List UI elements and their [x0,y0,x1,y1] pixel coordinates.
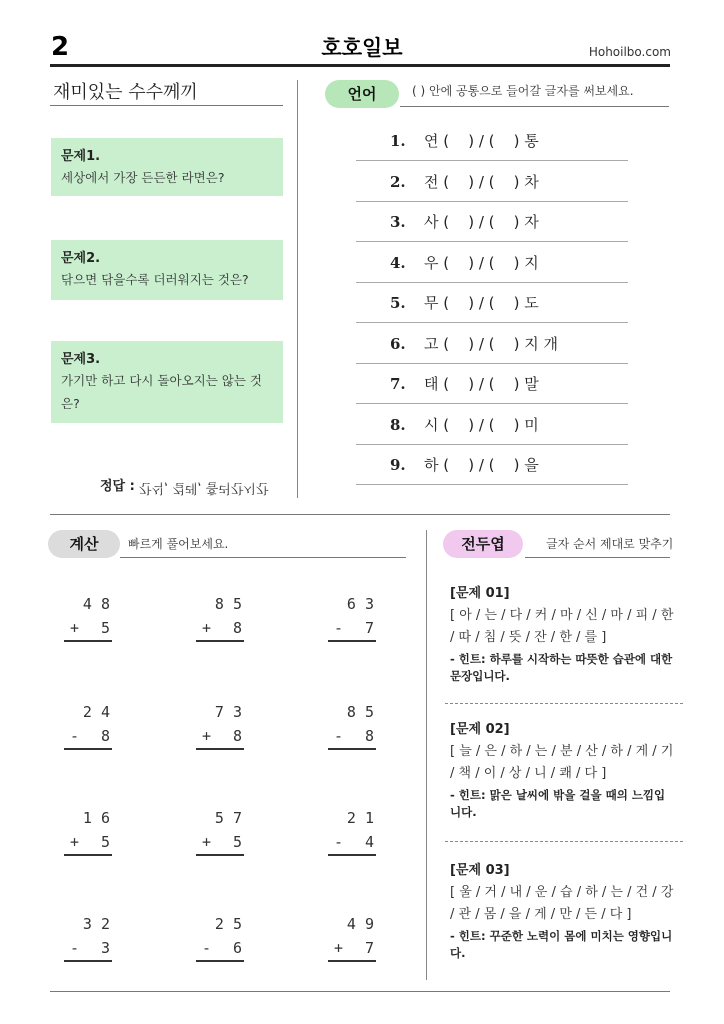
scramble-item-3 [450,862,675,962]
calc-operator: - [70,939,80,957]
calc-problem [328,806,378,856]
calc-operator: + [70,833,80,851]
riddle-question-label: 문제2. [61,251,101,266]
calc-problem [196,806,246,856]
language-row [356,121,628,161]
scramble-item-letters: [ 아 / 는 / 다 / 커 / 마 / 신 / 마 / 피 / 한 / 따 / 침 / 뜻 / 잔 / 한 / 를 ] [450,608,674,645]
calc-operator: - [334,619,344,637]
riddle-answer [100,476,268,498]
calc-underline [328,854,376,856]
scramble-item-hint: - 힌트: 맑은 날씨에 밖을 걸을 때의 느낌입니다. [450,788,666,819]
riddle-question-label: 문제3. [61,352,101,367]
language-row-blanks[interactable]: ( ) / ( ) [443,172,520,191]
language-row-suffix: 말 [524,375,539,393]
bottom-rule [50,991,670,992]
riddle-question-text: 닦으면 닦을수록 더러워지는 것은? [61,272,249,287]
language-row-number: 2. [390,172,406,191]
calc-operand-a: 4 9 [346,915,374,933]
calc-underline [328,960,376,962]
scramble-instruction: 글자 순서 제대로 맞추기 [546,537,674,551]
scramble-divider [445,703,683,704]
calc-operand-a: 5 7 [214,809,242,827]
language-row-blanks[interactable]: ( ) / ( ) [443,415,520,434]
calc-problem [64,912,114,962]
bottom-column-divider [426,530,427,980]
calc-problem [328,912,378,962]
calc-underline [64,854,112,856]
language-row [356,283,628,323]
language-row [356,405,628,445]
calc-instruction-rule [120,557,406,558]
scramble-item-title: [문제 03] [450,863,510,878]
calc-operand-b: 5 [100,833,110,851]
language-row-number: 4. [390,253,406,272]
calc-operand-a: 4 8 [82,595,110,613]
language-row-prefix: 연 [424,132,439,150]
calc-underline [196,640,244,642]
language-row-prefix: 전 [424,172,439,191]
language-row-prefix: 태 [424,375,439,393]
calc-operator: - [334,833,344,851]
language-row-number: 5. [390,294,406,312]
calc-problem [64,806,114,856]
language-row-blanks[interactable]: ( ) / ( ) [443,213,520,231]
riddle-question-3 [51,341,283,423]
calc-operand-b: 5 [100,619,110,637]
calc-operand-a: 6 3 [346,595,374,613]
calc-underline [328,640,376,642]
site-url: Hohoilbo.com [588,45,671,59]
calc-operand-b: 7 [364,619,374,637]
language-row-blanks[interactable]: ( ) / ( ) [443,132,520,150]
language-row-prefix: 고 [424,334,439,353]
calc-underline [64,960,112,962]
language-row [356,202,628,242]
language-row-suffix: 을 [524,456,539,474]
calc-operator: - [334,727,344,745]
language-row-suffix: 차 [524,172,539,191]
language-row [356,445,628,485]
language-row-number: 8. [390,415,406,434]
language-row-suffix: 지 개 [524,334,558,353]
language-row-prefix: 무 [424,294,439,312]
page-number: 2 [51,32,70,62]
language-row-blanks[interactable]: ( ) / ( ) [443,334,520,353]
calc-badge: 계산 [48,530,120,558]
calc-problem [196,700,246,750]
calc-operand-b: 7 [364,939,374,957]
calc-operand-b: 8 [232,619,242,637]
language-row-number: 6. [390,334,406,353]
language-row-prefix: 하 [424,456,439,474]
riddle-question-1 [51,138,283,196]
language-row-suffix: 자 [524,213,539,231]
calc-operand-b: 3 [100,939,110,957]
calc-operand-a: 3 2 [82,915,110,933]
language-row-number: 1. [390,132,406,150]
answer-text-upside-down: 간식, 걸레, 흘러간시간 [138,480,269,495]
calc-problem [328,592,378,642]
scramble-item-letters: [ 울 / 거 / 내 / 운 / 습 / 하 / 는 / 건 / 강 / 관 / 몸 / 을 / 게 / 만 / 든 / 다 ] [450,885,674,922]
language-row-prefix: 우 [424,253,439,272]
calc-problem [196,912,246,962]
language-row [356,162,628,202]
newspaper-title: 호호일보 [321,36,403,60]
calc-operand-a: 7 3 [214,703,242,721]
language-row-number: 7. [390,375,406,393]
language-row-prefix: 사 [424,213,439,231]
calc-operand-b: 6 [232,939,242,957]
language-row-number: 3. [390,213,406,231]
language-row-blanks[interactable]: ( ) / ( ) [443,253,520,272]
language-instruction-rule [400,106,669,107]
scramble-instruction-rule [525,557,670,558]
calc-operator: + [334,939,344,957]
language-row-blanks[interactable]: ( ) / ( ) [443,456,520,474]
riddle-question-2 [51,240,283,300]
language-row-prefix: 시 [424,415,439,434]
scramble-item-hint: - 힌트: 꾸준한 노력이 몸에 미치는 영향입니다. [450,929,673,960]
calc-operand-b: 8 [364,727,374,745]
calc-operator: + [202,833,212,851]
scramble-divider [445,841,683,842]
calc-operand-b: 8 [232,727,242,745]
calc-problem [328,700,378,750]
scramble-item-title: [문제 01] [450,586,510,601]
language-row [356,324,628,364]
riddle-title-rule [50,105,283,106]
calc-problem [196,592,246,642]
language-row-number: 9. [390,456,406,474]
section-divider [50,514,670,515]
calc-operand-b: 8 [100,727,110,745]
calc-underline [196,748,244,750]
riddle-question-label: 문제1. [61,149,101,164]
language-row [356,364,628,404]
calc-underline [64,640,112,642]
calc-operand-a: 2 5 [214,915,242,933]
language-row-suffix: 통 [524,132,539,150]
language-row-suffix: 지 [524,253,539,272]
calc-operand-a: 1 6 [82,809,110,827]
calc-operand-b: 5 [232,833,242,851]
top-column-divider [297,80,298,498]
language-row-blanks[interactable]: ( ) / ( ) [443,375,520,393]
calc-operand-a: 2 1 [346,809,374,827]
riddle-question-text: 세상에서 가장 든든한 라면은? [61,170,225,185]
language-row [356,243,628,283]
calc-underline [196,854,244,856]
scramble-item-hint: - 힌트: 하루를 시작하는 따뜻한 습관에 대한 문장입니다. [450,652,673,683]
calc-underline [328,748,376,750]
calc-problem [64,592,114,642]
calc-operator: + [202,619,212,637]
calc-operand-a: 8 5 [346,703,374,721]
calc-operator: + [70,619,80,637]
answer-label: 정답 : [100,479,135,494]
calc-operand-b: 4 [364,833,374,851]
scramble-item-letters: [ 늘 / 은 / 하 / 는 / 분 / 산 / 하 / 게 / 기 / 책 / 이 / 상 / 니 / 쾌 / 다 ] [450,744,674,781]
language-row-blanks[interactable]: ( ) / ( ) [443,294,520,312]
language-badge: 언어 [325,80,399,108]
language-row-suffix: 미 [524,415,539,434]
scramble-item-1 [450,585,675,685]
scramble-item-title: [문제 02] [450,722,510,737]
calc-problem [64,700,114,750]
calc-underline [64,748,112,750]
calc-instruction: 빠르게 풀어보세요. [128,537,229,551]
calc-operator: + [202,727,212,745]
calc-underline [196,960,244,962]
calc-operand-a: 8 5 [214,595,242,613]
language-instruction: ( ) 안에 공통으로 들어갈 글자를 써보세요. [412,84,634,98]
scramble-badge: 전두엽 [443,530,523,558]
calc-operator: - [202,939,212,957]
riddle-section-title: 재미있는 수수께끼 [53,82,198,103]
header-rule [50,64,670,67]
riddle-question-text: 가기만 하고 다시 돌아오지는 않는 것은? [61,373,262,411]
calc-operator: - [70,727,80,745]
language-row-suffix: 도 [524,294,539,312]
scramble-item-2 [450,721,675,821]
calc-operand-a: 2 4 [82,703,110,721]
